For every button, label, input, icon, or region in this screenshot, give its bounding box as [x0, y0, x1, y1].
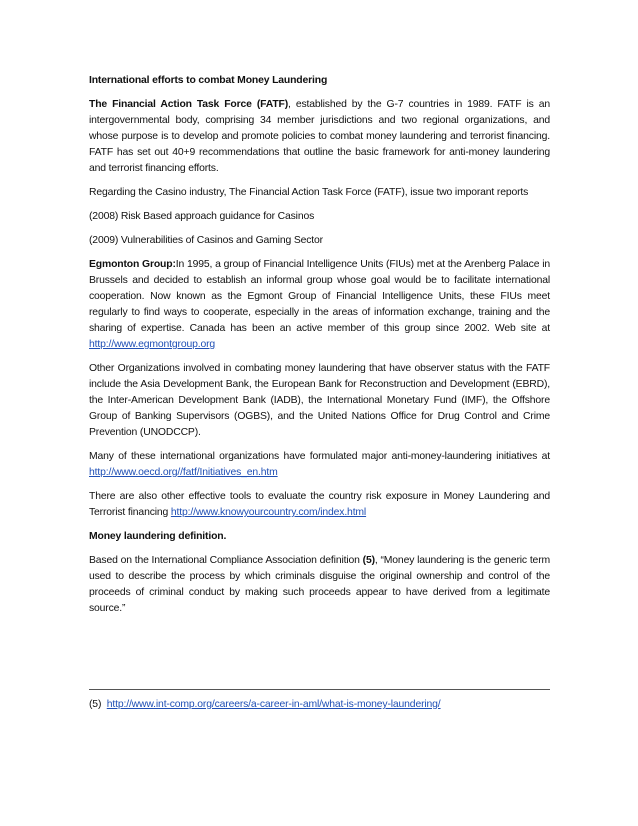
report-item-2009: (2009) Vulnerabilities of Casinos and Gaming Sector	[89, 235, 323, 246]
egmont-bold-lead: Egmonton Group:	[89, 259, 176, 270]
oecd-text: Many of these international organizations have formulated major anti-money-laundering initiatives at	[89, 451, 550, 462]
footnote	[89, 697, 550, 713]
tools-text: There are also other effective tools to evaluate the country risk exposure in Money Laundering and Terrorist financing	[89, 491, 550, 518]
egmont-text: In 1995, a group of Financial Intelligence Units (FIUs) met at the Arenberg Palace in Brussels and decided to establish an informal group whose goal would be to facilitate international cooperation. Now known as the Egmont Group of Financial Intelligence Units, these FIUs meet regularly to find ways to cooperate, especially in the areas of information exchange, training and the sharing of expertise. Canada has been an active member of this group since 2002. Web site at	[89, 259, 550, 334]
report-item-2008: (2008) Risk Based approach guidance for Casinos	[89, 211, 315, 222]
fatf-text: , established by the G-7 countries in 1989. FATF is an intergovernmental body, comprising 34 member jurisdictions and two regional organizations, and whose purpose is to develop and promote policies to combat money laundering and terrorist financing. FATF has set out 40+9 recommendations that outline the basic framework for anti-money laundering and terrorist financing efforts.	[89, 99, 550, 174]
egmont-paragraph	[89, 257, 550, 353]
casino-intro: Regarding the Casino industry, The Financial Action Task Force (FATF), issue two imporant reports	[89, 187, 529, 198]
egmont-link[interactable]: http://www.egmontgroup.org	[89, 339, 216, 350]
knowyourcountry-link[interactable]: http://www.knowyourcountry.com/index.html	[170, 507, 367, 518]
fatf-bold-lead: The Financial Action Task Force (FATF)	[89, 99, 289, 110]
other-orgs-paragraph: Other Organizations involved in combating money laundering that have observer status with the FATF include the Asia Development Bank, the European Bank for Reconstruction and Development (EBRD), the Inter-American Development Bank (IADB), the International Monetary Fund (IMF), the Offshore Group of Banking Supervisors (OGBS), and the United Nations Office for Drug Control and Crime Prevention (UNODCCP).	[89, 363, 550, 438]
definition-text-after: , “Money laundering is the generic term used to describe the process by which criminals disguise the original ownership and control of the proceeds of criminal conduct by making such proceeds appear to have derived from a legitimate source.”	[89, 555, 551, 614]
document-body	[89, 73, 550, 625]
definition-text-before: Based on the International Compliance Association definition	[89, 555, 363, 566]
fatf-paragraph	[89, 97, 550, 177]
footnote-reference: (5)	[362, 555, 375, 566]
footnote-marker: (5)	[89, 699, 102, 710]
footnote-link[interactable]: http://www.int-comp.org/careers/a-career-in-aml/what-is-money-laundering/	[106, 699, 441, 710]
oecd-paragraph	[89, 449, 550, 481]
definition-heading: Money laundering definition.	[89, 531, 227, 542]
definition-paragraph	[89, 553, 550, 617]
footnote-divider	[89, 689, 550, 690]
tools-paragraph	[89, 489, 550, 521]
oecd-link[interactable]: http://www.oecd.org//fatf/Initiatives_en.htm	[89, 467, 278, 478]
section-heading: International efforts to combat Money Laundering	[89, 75, 328, 86]
